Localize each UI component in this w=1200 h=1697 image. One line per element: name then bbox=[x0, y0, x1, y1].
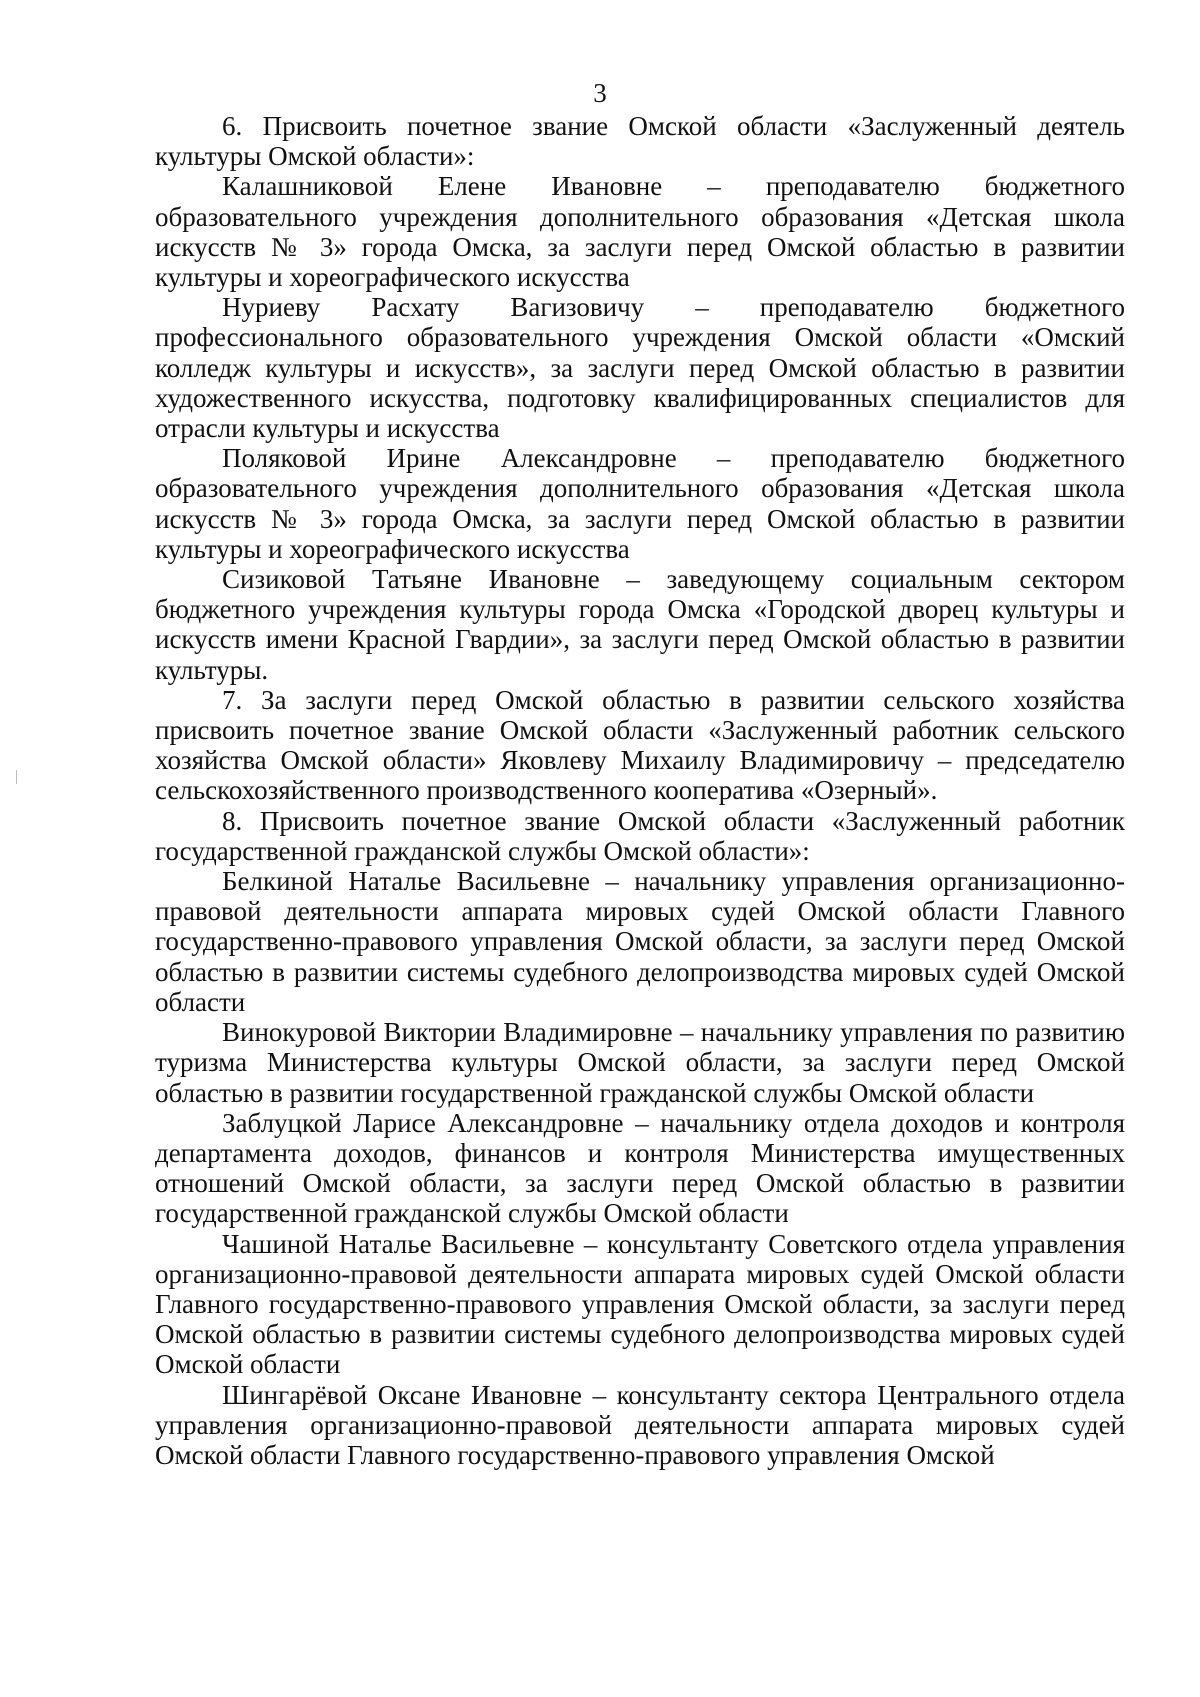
paragraph-belkina: Белкиной Наталье Васильевне – начальнику управления организационно-правовой деятельности аппарата мировых судей Омской области Главного государственно-правового управления Омской области, за заслуги перед Омской областью в развитии системы судебного делопроизводства мировых судей Омской области bbox=[155, 866, 1125, 1017]
paragraph-zablutskaya: Заблуцкой Ларисе Александровне – начальнику отдела доходов и контроля департамента доходов, финансов и контроля Министерства имущественных отношений Омской области, за заслуги перед Омской областью в развитии государственной гражданской службы Омской области bbox=[155, 1107, 1125, 1229]
scan-margin-mark bbox=[16, 770, 17, 784]
paragraph-item-6-heading: 6. Присвоить почетное звание Омской области «Заслуженный деятель культуры Омской области»: bbox=[155, 111, 1125, 172]
paragraph-polyakova: Поляковой Ирине Александровне – преподавателю бюджетного образовательного учреждения дополнительного образования «Детская школа искусств № 3» города Омска, за заслуги перед Омской областью в развитии культуры и хореографического искусства bbox=[155, 443, 1125, 564]
paragraph-vinokurova: Винокуровой Виктории Владимировне – начальнику управления по развитию туризма Министерства культуры Омской области, за заслуги перед Омской областью в развитии государственной гражданской службы Омской области bbox=[155, 1017, 1125, 1108]
page-number: 3 bbox=[593, 78, 607, 108]
paragraph-chashina: Чашиной Наталье Васильевне – консультанту Советского отдела управления организационно-правовой деятельности аппарата мировых судей Омской области Главного государственно-правового управления Омской области, за заслуги перед Омской областью в развитии системы судебного делопроизводства мировых судей Омской области bbox=[155, 1228, 1125, 1380]
paragraph-sizikova: Сизиковой Татьяне Ивановне – заведующему социальным сектором бюджетного учреждения культуры города Омска «Городской дворец культуры и искусств имени Красной Гвардии», за заслуги перед Омской областью в развитии культуры. bbox=[155, 564, 1125, 685]
paragraph-kalashnikova: Калашниковой Елене Ивановне – преподавателю бюджетного образовательного учреждения дополнительного образования «Детская школа искусств № 3» города Омска, за заслуги перед Омской областью в развитии культуры и хореографического искусства bbox=[155, 171, 1125, 293]
paragraph-item-7: 7. За заслуги перед Омской областью в развитии сельского хозяйства присвоить почетное звание Омской области «Заслуженный работник сельского хозяйства Омской области» Яковлеву Михаилу Владимировичу – председателю сельскохозяйственного производственного кооператива «Озерный». bbox=[155, 684, 1125, 806]
paragraph-nuriev: Нуриеву Расхату Вагизовичу – преподавателю бюджетного профессионального образовательного учреждения Омской области «Омский колледж культуры и искусств», за заслуги перед Омской областью в развитии художественного искусства, подготовку квалифицированных специалистов для отрасли культуры и искусства bbox=[155, 292, 1125, 444]
document-body bbox=[155, 111, 1125, 1470]
paragraph-item-8-heading: 8. Присвоить почетное звание Омской области «Заслуженный работник государственной гражданской службы Омской области»: bbox=[155, 805, 1125, 866]
paragraph-shingareva: Шингарёвой Оксане Ивановне – консультанту сектора Центрального отдела управления организационно-правовой деятельности аппарата мировых судей Омской области Главного государственно-правового управления Омской bbox=[155, 1379, 1125, 1470]
